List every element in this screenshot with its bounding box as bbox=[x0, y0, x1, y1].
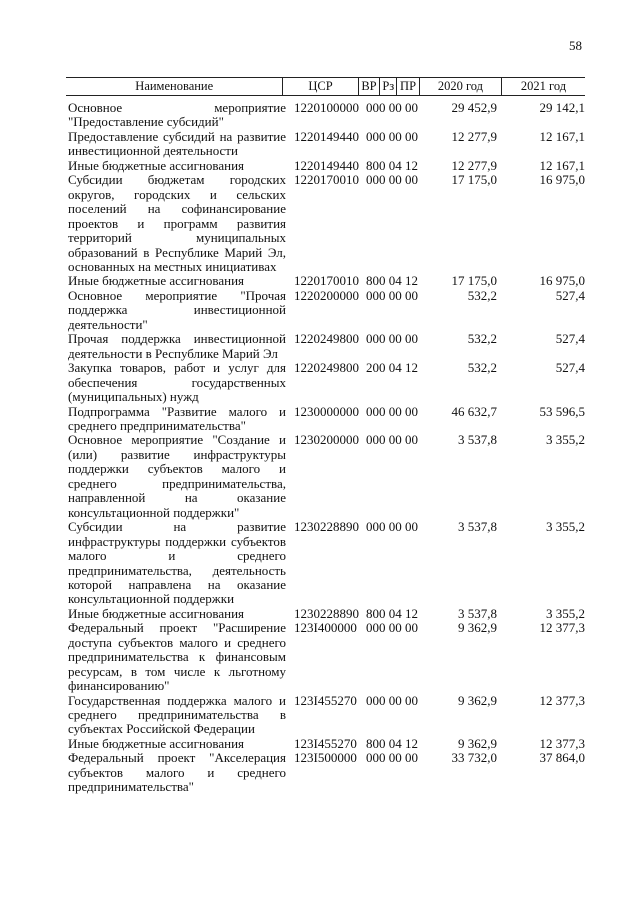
row-name: Федеральный проект "Расширение доступа субъектов малого и среднего предпринимательства к финансовым ресурсам, в том числе к льготному финансированию" bbox=[68, 620, 286, 694]
table-header bbox=[66, 77, 585, 96]
row-csr: 1220170010 bbox=[294, 172, 359, 188]
row-2021-value: 12 377,3 bbox=[539, 692, 585, 708]
row-2021-value: 12 167,1 bbox=[539, 157, 585, 173]
row-csr: 1230000000 bbox=[294, 403, 359, 419]
row-name: Федеральный проект "Акселерация субъектов малого и среднего предпринимательства" bbox=[68, 750, 286, 795]
row-name: Предоставление субсидий на развитие инвестиционной деятельности bbox=[68, 128, 286, 159]
row-codes: 000 00 00 bbox=[366, 750, 418, 766]
row-2021-value: 3 355,2 bbox=[546, 519, 585, 535]
row-csr: 123I455270 bbox=[294, 692, 357, 708]
row-name: Иные бюджетные ассигнования bbox=[68, 605, 245, 621]
row-csr: 123I500000 bbox=[294, 750, 357, 766]
row-name: Государственная поддержка малого и среднего предпринимательства в субъектах Российской Федерации bbox=[68, 692, 286, 737]
table-row bbox=[68, 361, 585, 404]
row-2021-value: 29 142,1 bbox=[539, 100, 585, 115]
row-2020-value: 532,2 bbox=[467, 331, 497, 347]
column-header-rz: Рз bbox=[379, 78, 396, 95]
column-header-2020: 2020 год bbox=[419, 78, 501, 95]
row-2021-value: 16 975,0 bbox=[539, 273, 585, 289]
row-2020-value: 532,2 bbox=[467, 287, 497, 303]
row-2020-value: 9 362,9 bbox=[458, 692, 497, 708]
page-number: 58 bbox=[569, 38, 582, 53]
row-codes: 000 00 00 bbox=[366, 100, 418, 115]
table-row bbox=[68, 520, 585, 607]
row-2020-value: 3 537,8 bbox=[458, 605, 497, 621]
table-row bbox=[68, 621, 585, 693]
column-header-csr: ЦСР bbox=[282, 78, 357, 95]
row-2021-value: 53 596,5 bbox=[539, 403, 585, 419]
table-row bbox=[68, 751, 585, 794]
table-row bbox=[68, 694, 585, 737]
row-name: Основное мероприятие "Предоставление субсидий" bbox=[68, 100, 286, 130]
row-2021-value: 3 355,2 bbox=[546, 432, 585, 448]
row-name: Иные бюджетные ассигнования bbox=[68, 157, 245, 173]
row-2020-value: 46 632,7 bbox=[451, 403, 497, 419]
row-csr: 1220200000 bbox=[294, 287, 359, 303]
row-2021-value: 12 377,3 bbox=[539, 620, 585, 636]
row-2021-value: 12 167,1 bbox=[539, 128, 585, 144]
row-2021-value: 527,4 bbox=[555, 331, 585, 347]
table-row bbox=[68, 159, 585, 173]
table-row bbox=[68, 289, 585, 332]
row-codes: 000 00 00 bbox=[366, 172, 418, 188]
row-2021-value: 12 377,3 bbox=[539, 735, 585, 751]
table-row bbox=[68, 737, 585, 751]
row-codes: 800 04 12 bbox=[366, 735, 418, 751]
row-2020-value: 29 452,9 bbox=[451, 100, 497, 115]
row-2021-value: 16 975,0 bbox=[539, 172, 585, 188]
row-codes: 000 00 00 bbox=[366, 403, 418, 419]
row-csr: 1230228890 bbox=[294, 519, 359, 535]
row-2020-value: 17 175,0 bbox=[451, 273, 497, 289]
column-header-2021: 2021 год bbox=[501, 78, 585, 95]
row-codes: 000 00 00 bbox=[366, 692, 418, 708]
row-name: Основное мероприятие "Прочая поддержка инвестиционной деятельности" bbox=[68, 287, 286, 332]
row-2020-value: 9 362,9 bbox=[458, 620, 497, 636]
row-2021-value: 3 355,2 bbox=[546, 605, 585, 621]
table-row bbox=[68, 173, 585, 274]
row-csr: 123I400000 bbox=[294, 620, 357, 636]
row-codes: 000 00 00 bbox=[366, 432, 418, 448]
row-2020-value: 12 277,9 bbox=[451, 157, 497, 173]
row-csr: 1220149440 bbox=[294, 157, 359, 173]
row-csr: 1220149440 bbox=[294, 128, 359, 144]
row-csr: 123I455270 bbox=[294, 735, 357, 751]
row-codes: 200 04 12 bbox=[366, 360, 418, 376]
row-codes: 800 04 12 bbox=[366, 605, 418, 621]
row-2020-value: 33 732,0 bbox=[451, 750, 497, 766]
row-codes: 000 00 00 bbox=[366, 331, 418, 347]
row-name: Иные бюджетные ассигнования bbox=[68, 735, 245, 751]
row-2020-value: 9 362,9 bbox=[458, 735, 497, 751]
table-row bbox=[68, 101, 585, 130]
table-row bbox=[68, 433, 585, 520]
row-2020-value: 12 277,9 bbox=[451, 128, 497, 144]
row-2021-value: 37 864,0 bbox=[539, 750, 585, 766]
table-row bbox=[68, 607, 585, 621]
row-codes: 000 00 00 bbox=[366, 519, 418, 535]
column-header-pr: ПР bbox=[396, 78, 419, 95]
row-codes: 800 04 12 bbox=[366, 273, 418, 289]
row-csr: 1220100000 bbox=[294, 100, 359, 115]
row-name: Субсидии бюджетам городских округов, городских и сельских поселений на софинансирование проектов и программ развития территорий муниципальных образований в Республике Марий Эл, основанных на местных инициативах bbox=[68, 172, 286, 274]
table-row bbox=[68, 405, 585, 434]
row-codes: 000 00 00 bbox=[366, 287, 418, 303]
table-row bbox=[68, 274, 585, 288]
row-codes: 000 00 00 bbox=[366, 620, 418, 636]
row-2021-value: 527,4 bbox=[555, 287, 585, 303]
table-row bbox=[68, 332, 585, 361]
row-2021-value: 527,4 bbox=[555, 360, 585, 376]
row-name: Закупка товаров, работ и услуг для обеспечения государственных (муниципальных) нужд bbox=[68, 360, 286, 405]
row-csr: 1220249800 bbox=[294, 331, 359, 347]
row-2020-value: 3 537,8 bbox=[458, 432, 497, 448]
row-codes: 800 04 12 bbox=[366, 157, 418, 173]
row-csr: 1220249800 bbox=[294, 360, 359, 376]
column-header-name: Наименование bbox=[135, 79, 214, 93]
row-name: Субсидии на развитие инфраструктуры поддержки субъектов малого и среднего предпринимательства, деятельность которой направлена на оказание консультационной поддержки bbox=[68, 519, 286, 607]
row-csr: 1230228890 bbox=[294, 605, 359, 621]
column-header-vr: ВР bbox=[358, 78, 380, 95]
row-codes: 000 00 00 bbox=[366, 128, 418, 144]
row-csr: 1220170010 bbox=[294, 273, 359, 289]
budget-table-body bbox=[68, 101, 585, 795]
row-name: Прочая поддержка инвестиционной деятельности в Республике Марий Эл bbox=[68, 331, 286, 361]
row-2020-value: 17 175,0 bbox=[451, 172, 497, 188]
row-csr: 1230200000 bbox=[294, 432, 359, 448]
row-name: Подпрограмма "Развитие малого и среднего предпринимательства" bbox=[68, 403, 286, 433]
row-name: Иные бюджетные ассигнования bbox=[68, 273, 245, 289]
row-2020-value: 3 537,8 bbox=[458, 519, 497, 535]
table-row bbox=[68, 130, 585, 159]
row-name: Основное мероприятие "Создание и (или) развитие инфраструктуры поддержки субъектов малого и среднего предпринимательства, направленной на оказание консультационной поддержки" bbox=[68, 432, 286, 520]
row-2020-value: 532,2 bbox=[467, 360, 497, 376]
